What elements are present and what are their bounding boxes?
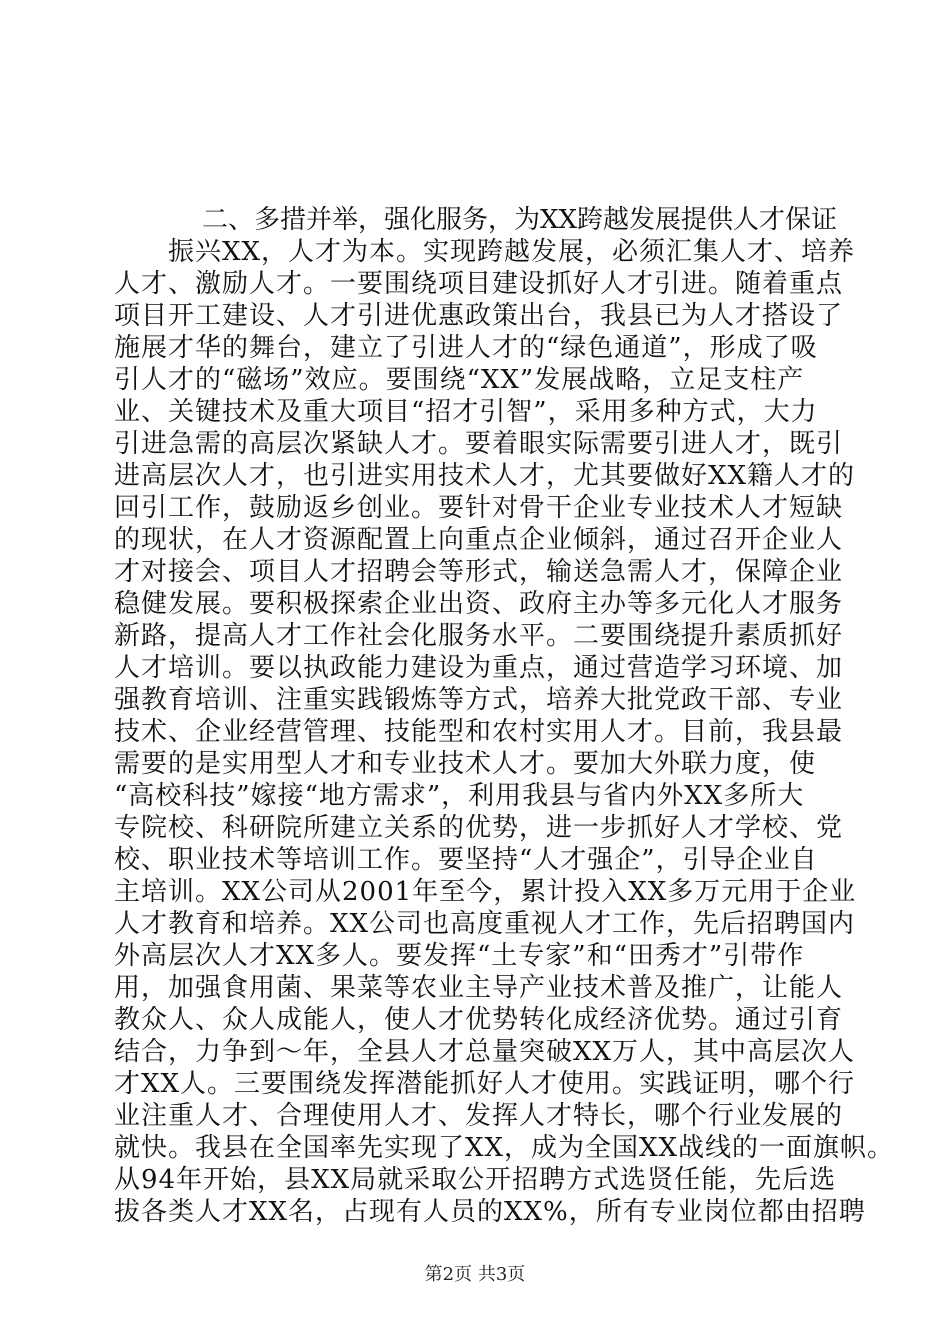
text-line: 用，加强食用菌、果菜等农业主导产业技术普及推广，让能人 — [114, 973, 844, 1003]
text-line: 主培训。XX公司从2001年至今，累计投入XX多万元用于企业 — [114, 877, 857, 907]
text-line: 引人才的“磁场”效应。要围绕“XX”发展战略，立足支柱产 — [114, 365, 805, 395]
text-line: 进高层次人才，也引进实用技术人才，尤其要做好XX籍人才的 — [114, 461, 856, 491]
text-line: 外高层次人才XX多人。要发挥“土专家”和“田秀才”引带作 — [114, 941, 805, 971]
text-line: 的现状，在人才资源配置上向重点企业倾斜，通过召开企业人 — [114, 525, 844, 555]
text-line: 强教育培训、注重实践锻炼等方式，培养大批党政干部、专业 — [114, 685, 844, 715]
page-number-footer: 第2页 共3页 — [424, 1264, 526, 1285]
text-line: 引进急需的高层次紧缺人才。要着眼实际需要引进人才，既引 — [114, 429, 844, 459]
text-line: 就快。我县在全国率先实现了XX，成为全国XX战线的一面旗帜。 — [114, 1133, 895, 1163]
text-line: “高校科技”嫁接“地方需求”，利用我县与省内外XX多所大 — [114, 781, 805, 811]
text-line: 拔各类人才XX名，占现有人员的XX%，所有专业岗位都由招聘 — [114, 1197, 866, 1227]
text-line: 新路，提高人才工作社会化服务水平。二要围绕提升素质抓好 — [114, 621, 844, 651]
text-line: 项目开工建设、人才引进优惠政策出台，我县已为人才搭设了 — [114, 301, 844, 331]
section-heading: 二、多措并举，强化服务，为XX跨越发展提供人才保证 — [202, 205, 838, 235]
text-line: 稳健发展。要积极探索企业出资、政府主办等多元化人才服务 — [114, 589, 844, 619]
text-line: 需要的是实用型人才和专业技术人才。要加大外联力度，使 — [114, 749, 817, 779]
text-line: 施展才华的舞台，建立了引进人才的“绿色通道”，形成了吸 — [114, 333, 818, 363]
text-line: 人才教育和培养。XX公司也高度重视人才工作，先后招聘国内 — [114, 909, 856, 939]
text-line: 专院校、科研院所建立关系的优势，进一步抓好人才学校、党 — [114, 813, 844, 843]
text-line: 结合，力争到～年，全县人才总量突破XX万人，其中高层次人 — [114, 1037, 856, 1067]
text-line: 从94年开始，县XX局就采取公开招聘方式选贤任能，先后选 — [114, 1165, 837, 1195]
text-line: 校、职业技术等培训工作。要坚持“人才强企”，引导企业自 — [114, 845, 818, 875]
text-line: 人才培训。要以执政能力建设为重点，通过营造学习环境、加 — [114, 653, 844, 683]
text-line: 教众人、众人成能人，使人才优势转化成经济优势。通过引育 — [114, 1005, 844, 1035]
text-line: 回引工作，鼓励返乡创业。要针对骨干企业专业技术人才短缺 — [114, 493, 844, 523]
text-line: 人才、激励人才。一要围绕项目建设抓好人才引进。随着重点 — [114, 269, 844, 299]
text-line: 技术、企业经营管理、技能型和农村实用人才。目前，我县最 — [114, 717, 844, 747]
text-line: 振兴XX，人才为本。实现跨越发展，必须汇集人才、培养 — [114, 237, 856, 267]
text-line: 才XX人。三要围绕发挥潜能抓好人才使用。实践证明，哪个行 — [114, 1069, 856, 1099]
text-line: 业注重人才、合理使用人才、发挥人才特长，哪个行业发展的 — [114, 1101, 844, 1131]
text-line: 才对接会、项目人才招聘会等形式，输送急需人才，保障企业 — [114, 557, 844, 587]
text-line: 业、关键技术及重大项目“招才引智”，采用多种方式，大力 — [114, 397, 818, 427]
